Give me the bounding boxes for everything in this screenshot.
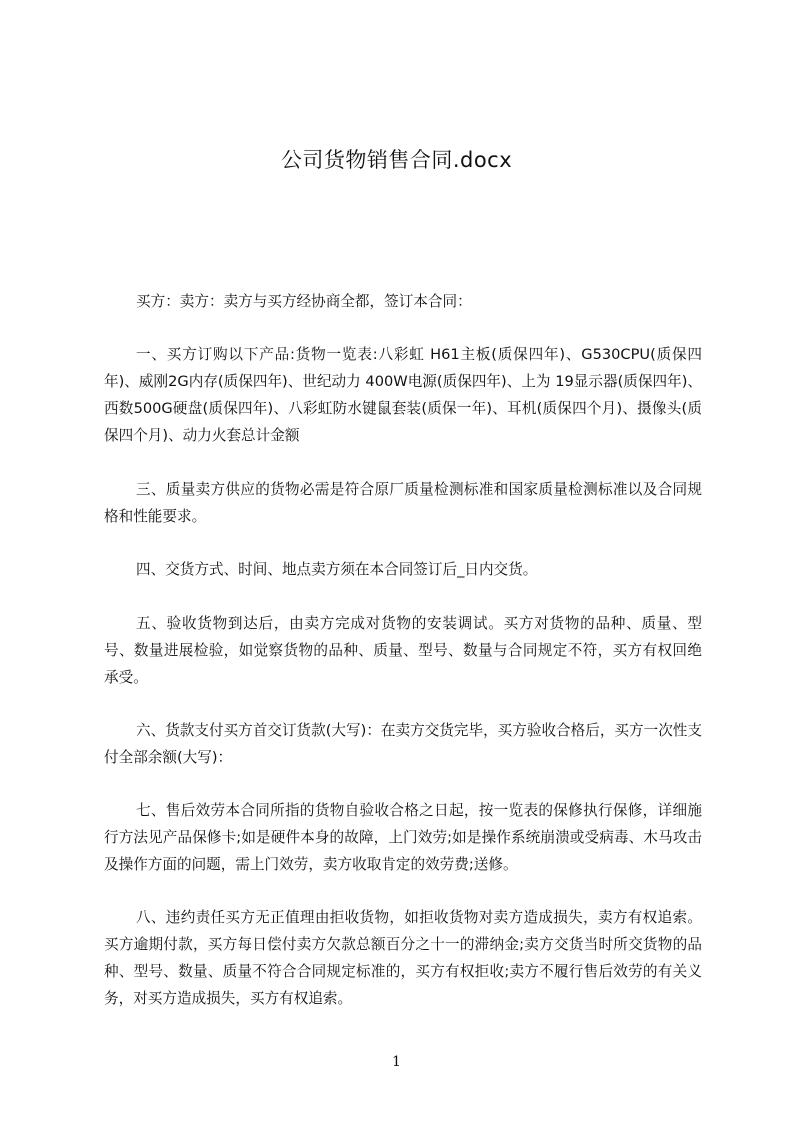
clause-quality-paragraph: 三、质量卖方供应的货物必需是符合原厂质量检测标准和国家质量检测标准以及合同规格和性能要求。 [104,481,702,525]
clause-liability-paragraph: 八、违约责任买方无正值理由拒收货物，如拒收货物对卖方造成损失，卖方有权追索。买方逾期付款，买方每日偿付卖方欠款总额百分之十一的滞纳金;卖方交货当时所交货物的品种、型号、数量、质量不符合合同规定标准的，买方有权拒收;卖方不履行售后效劳的有关义务，对买方造成损失，买方有权追索。 [104,909,702,1007]
clause-products-paragraph: 一、买方订购以下产品:货物一览表:八彩虹 H61主板(质保四年)、G530CPU(质保四年)、威刚2G内存(质保四年)、世纪动力 400W电源(质保四年)、上为 19显示器(质保四年)、西数500G硬盘(质保四年)、八彩虹防水键鼠套装(质保一年)、耳机(质保四个月)、摄像头(质保四个月)、动力火套总计金额 [104,346,702,444]
contract-parties-paragraph: 买方：卖方：卖方与买方经协商全都，签订本合同： [136,293,472,310]
clause-payment-paragraph: 六、货款支付买方首交订货款(大写)：在卖方交货完毕，买方验收合格后，买方一次性支付全部余额(大写)： [104,722,702,766]
clause-acceptance-paragraph: 五、验收货物到达后，由卖方完成对货物的安装调试。买方对货物的品种、质量、型号、数量进展检验，如觉察货物的品种、质量、型号、数量与合同规定不符，买方有权回绝承受。 [104,615,702,686]
page-number: 1 [392,1054,401,1070]
clause-after-sales-paragraph: 七、售后效劳本合同所指的货物自验收合格之日起，按一览表的保修执行保修，详细施行方法见产品保修卡;如是硬件本身的故障，上门效劳;如是操作系统崩溃或受病毒、木马攻击及操作方面的问题，需上门效劳，卖方收取肯定的效劳费;送修。 [104,802,702,873]
clause-delivery-paragraph: 四、交货方式、时间、地点卖方须在本合同签订后_日内交货。 [136,561,538,578]
document-title: 公司货物销售合同.docx [280,148,513,172]
